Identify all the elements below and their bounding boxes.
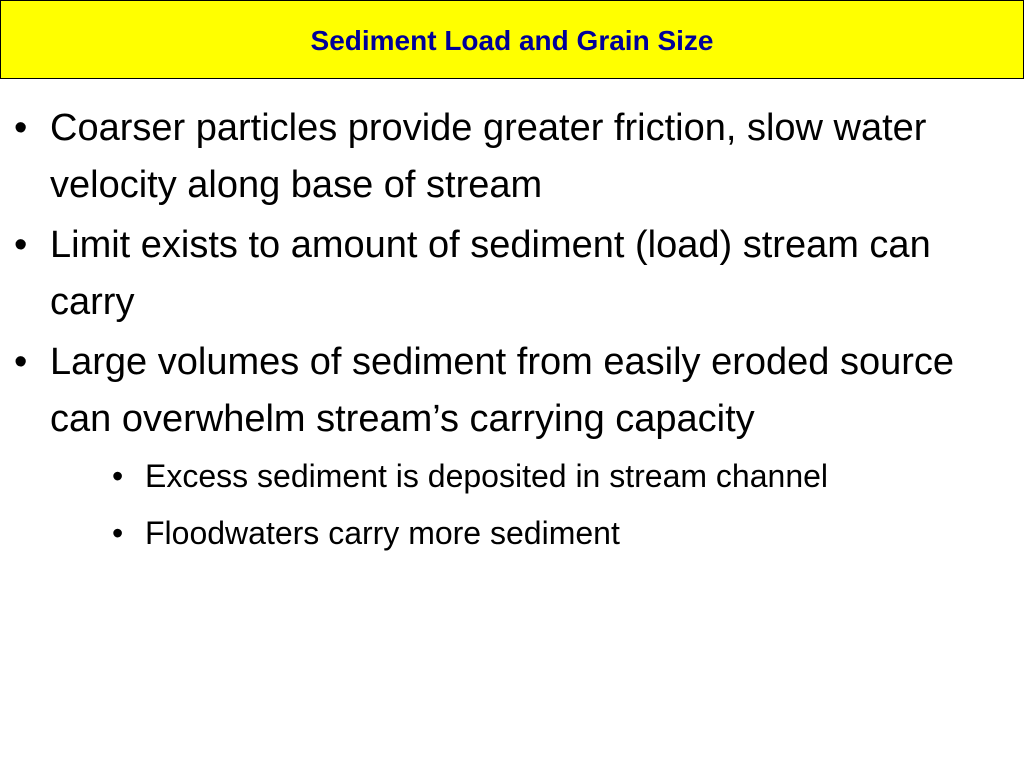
bullet-text: Coarser particles provide greater friction, slow water velocity along base of stream xyxy=(50,107,927,206)
bullet-item xyxy=(0,100,1024,214)
slide-title: Sediment Load and Grain Size xyxy=(310,24,714,56)
bullet-marker: • xyxy=(14,341,28,383)
title-bar xyxy=(0,0,1024,79)
sub-bullet-item xyxy=(50,505,1004,562)
sub-bullet-marker: • xyxy=(112,458,124,494)
sub-bullet-item xyxy=(50,448,1004,505)
bullet-list xyxy=(0,100,1024,565)
bullet-marker: • xyxy=(14,224,28,266)
bullet-text: Large volumes of sediment from easily eroded source can overwhelm stream’s carrying capacity xyxy=(50,341,955,440)
bullet-item xyxy=(0,217,1024,331)
bullet-item xyxy=(0,334,1024,562)
bullet-marker: • xyxy=(14,107,28,149)
sub-bullet-text: Excess sediment is deposited in stream channel xyxy=(145,458,829,494)
sub-bullet-marker: • xyxy=(112,515,124,551)
bullet-text: Limit exists to amount of sediment (load) stream can carry xyxy=(50,224,931,323)
sub-bullet-list xyxy=(50,448,1004,562)
sub-bullet-text: Floodwaters carry more sediment xyxy=(145,515,620,551)
